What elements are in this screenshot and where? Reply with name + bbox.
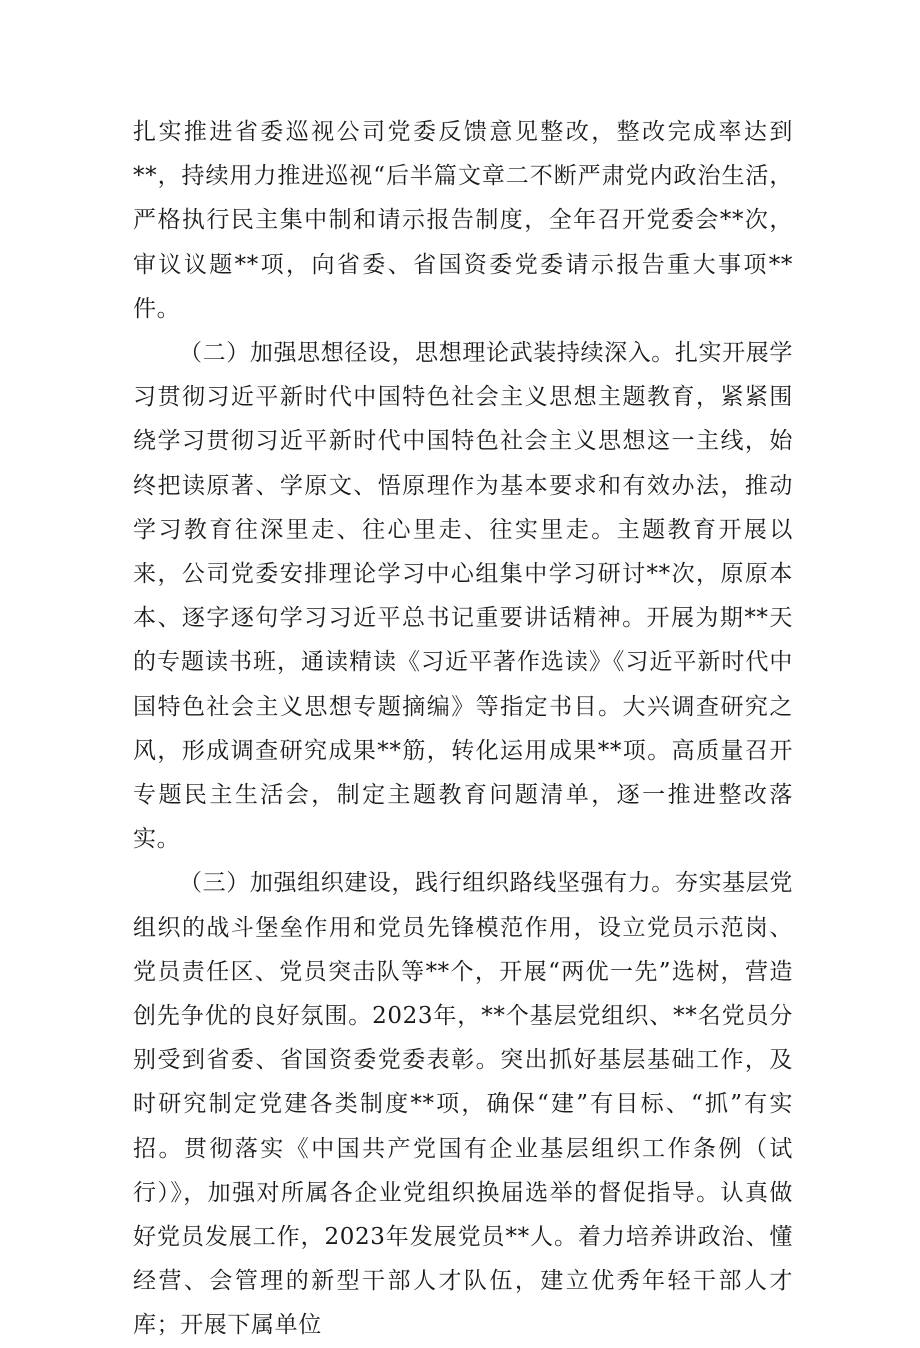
paragraph-continuation: 扎实推进省委巡视公司党委反馈意见整改，整改完成率达到**，持续用力推进巡视“后半篇文章二不断严肃党内政治生活，严格执行民主集中制和请示报告制度，全年召开党委会**次，审议议题**项，向省委、省国资委党委请示报告重大事项**件。 [133,119,793,322]
paragraph-section-3: （三）加强组织建设，践行组织路线坚强有力。夯实基层党组织的战斗堡垒作用和党员先锋模范作用，设立党员示范岗、党员责任区、党员突击队等**个，开展“两优一先”选树，营造创先争优的良好氛围。2023年，**个基层党组织、**名党员分别受到省委、省国资委党委表彰。突出抓好基层基础工作，及时研究制定党建各类制度**项，确保“建”有目标、“抓”有实招。贯彻落实《中国共产党国有企业基层组织工作条例（试行）》，加强对所属各企业党组织换届选举的督促指导。认真做好党员发展工作，2023年发展党员**人。着力培养讲政治、懂经营、会管理的新型干部人才队伍，建立优秀年轻干部人才库；开展下属单位 [133,870,793,1339]
paragraph-section-2: （二）加强思想径设，思想理论武装持续深入。扎实开展学习贯彻习近平新时代中国特色社会主义思想主题教育，紧紧围绕学习贯彻习近平新时代中国特色社会主义思想这一主线，始终把读原著、学原文、悟原理作为基本要求和有效办法，推动学习教育往深里走、往心里走、往实里走。主题教育开展以来，公司党委安排理论学习中心组集中学习研讨**次，原原本本、逐字逐句学习习近平总书记重要讲话精神。开展为期**天的专题读书班，通读精读《习近平著作选读》《习近平新时代中国特色社会主义思想专题摘编》等指定书目。大兴调查研究之风，形成调查研究成果**筋，转化运用成果**项。高质量召开专题民主生活会，制定主题教育问题清单，逐一推进整改落实。 [133,340,793,853]
document-body [133,110,793,1348]
